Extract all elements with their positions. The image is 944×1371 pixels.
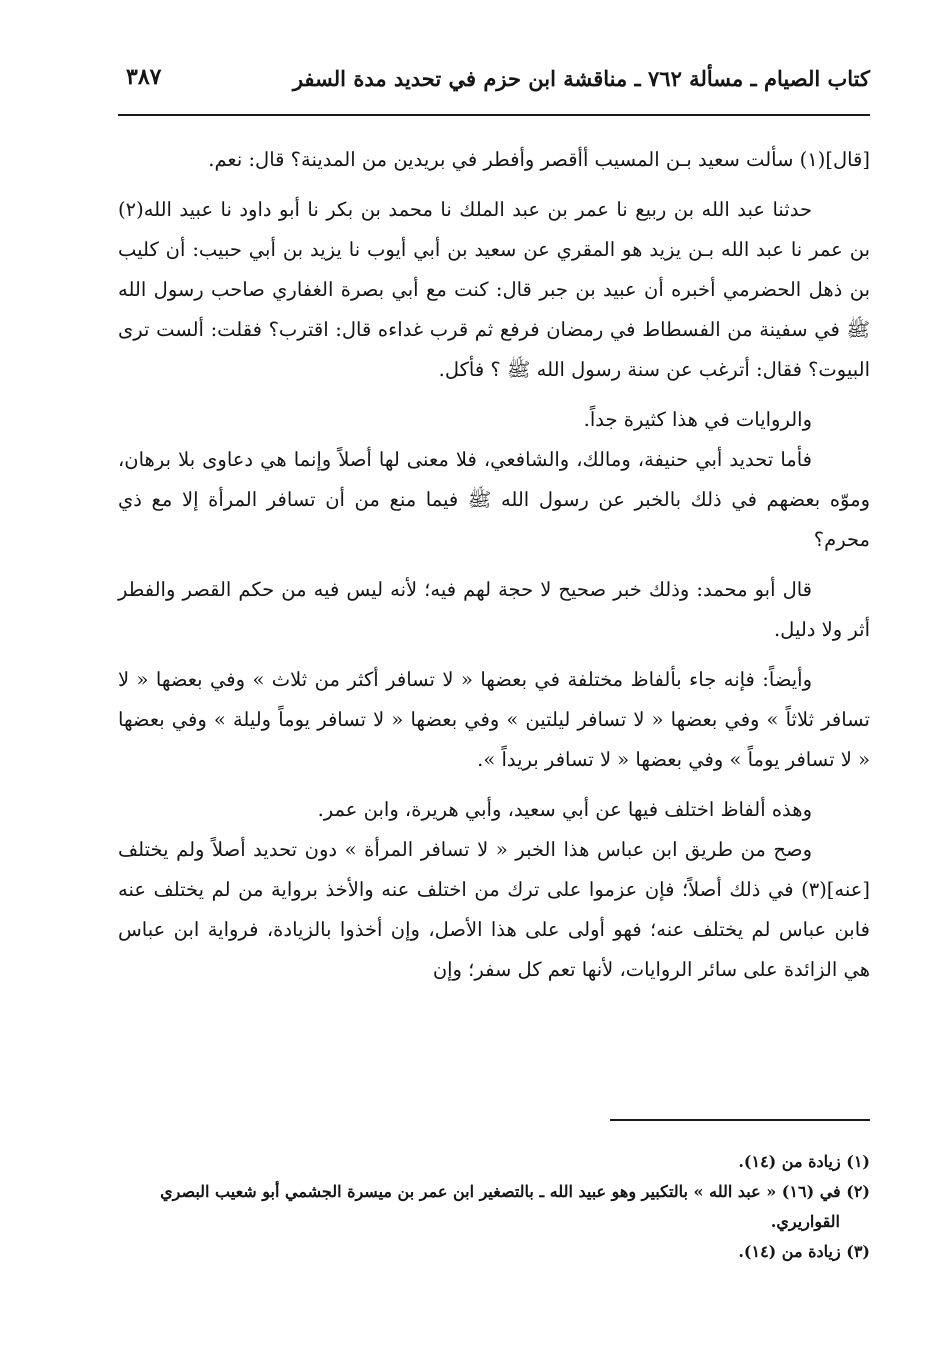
running-title: كتاب الصيام ـ مسألة ٧٦٢ ـ مناقشة ابن حزم في تحديد مدة السفر — [292, 66, 870, 91]
footnote-2: (٢) في (١٦) « عبد الله » بالتكبير وهو عبيد الله ـ بالتصغير ابن عمر بن ميسرة الجشمي أبو شعيب البصري — [160, 1182, 870, 1201]
paragraph-5: قال أبو محمد: وذلك خبر صحيح لا حجة لهم فيه؛ لأنه ليس فيه من حكم القصر والفطر أثر ولا دليل. — [118, 578, 870, 641]
footnote-3: (٣) زيادة من (١٤). — [738, 1242, 870, 1261]
paragraph-8: وصح من طريق ابن عباس هذا الخبر « لا تسافر المرأة » دون تحديد أصلاً ولم يختلف [عنه](٣) في ذلك أصلاً؛ فإن عزموا على ترك من اختلف عنه والأخذ برواية من لم يختلف عنه فابن عباس لم يختلف عنه؛ فهو أولى على هذا الأصل، وإن أخذوا بالزيادة، فرواية ابن عباس هي الزائدة على سائر الروايات، لأنها تعم كل سفر؛ وإن — [118, 838, 870, 981]
footnote-2-continuation: القواريري. — [770, 1212, 840, 1231]
paragraph-3: والروايات في هذا كثيرة جداً. — [583, 408, 812, 431]
footnotes — [118, 1147, 870, 1267]
footnote-divider — [610, 1119, 870, 1121]
paragraph-1: [قال](١) سألت سعيد بـن المسيب أأقصر وأفطر في بريدين من المدينة؟ قال: نعم. — [208, 148, 870, 171]
main-text — [118, 140, 870, 990]
page-header — [118, 62, 870, 102]
paragraph-4: فأما تحديد أبي حنيفة، ومالك، والشافعي، فلا معنى لها أصلاً وإنما هي دعاوى بلا برهان، وموّه بعضهم في ذلك بالخبر عن رسول الله ﷺ فيما منع من أن تسافر المرأة إلا مع ذي محرم؟ — [118, 448, 870, 551]
header-divider — [118, 114, 870, 116]
paragraph-2: حدثنا عبد الله بن ربيع نا عمر بن عبد الملك نا محمد بن بكر نا أبو داود نا عبيد الله(٢) بن عمر نا عبد الله بـن يزيد هو المقري عن سعيد بن أبي أيوب نا يزيد بن أبي حبيب: أن كليب بن ذهل الحضرمي أخبره أن عبيد بن جبر قال: كنت مع أبي بصرة الغفاري صاحب رسول الله ﷺ في سفينة من الفسطاط في رمضان فرفع ثم قرب غداءه قال: اقترب؟ فقلت: ألست ترى البيوت؟ فقال: أترغب عن سنة رسول الله ﷺ ؟ فأكل. — [118, 198, 870, 381]
footnote-1: (١) زيادة من (١٤). — [738, 1152, 870, 1171]
page-number: ٣٨٧ — [126, 64, 162, 90]
paragraph-6: وأيضاً: فإنه جاء بألفاظ مختلفة في بعضها « لا تسافر أكثر من ثلاث » وفي بعضها « لا تسافر ثلاثاً » وفي بعضها « لا تسافر ليلتين » وفي بعضها « لا تسافر يوماً وليلة » وفي بعضها « لا تسافر يوماً » وفي بعضها « لا تسافر بريداً ». — [118, 668, 870, 771]
paragraph-7: وهذه ألفاظ اختلف فيها عن أبي سعيد، وأبي هريرة، وابن عمر. — [317, 798, 812, 821]
